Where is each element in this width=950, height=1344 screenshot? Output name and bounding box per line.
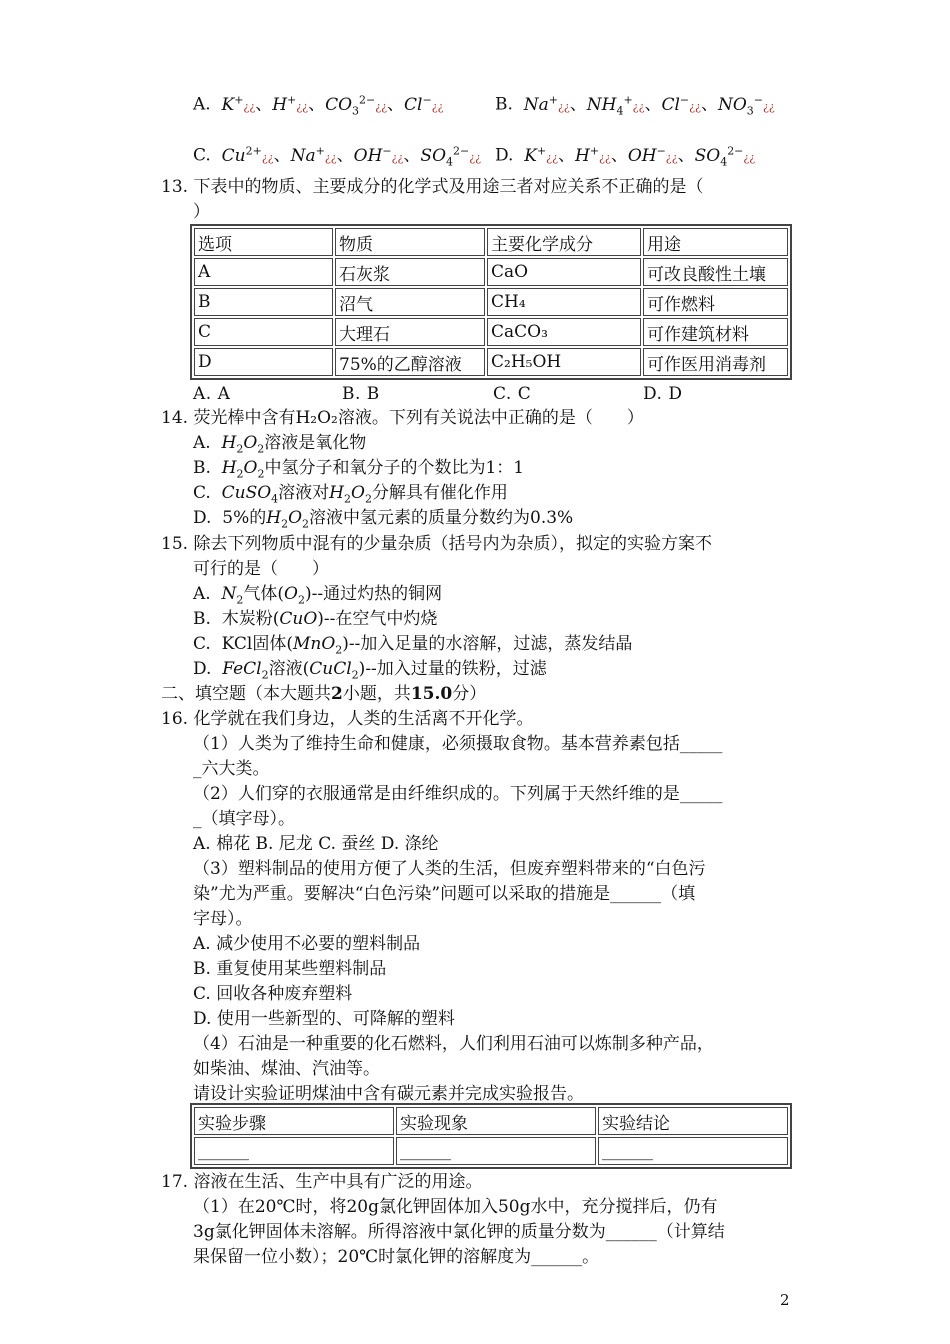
table-header-cell: 用途 bbox=[643, 228, 788, 256]
table-header-cell: 选项 bbox=[194, 228, 333, 256]
q15-option-a: A. $N_2$气体$(O_2)--$通过灼热的铜网 bbox=[193, 584, 443, 607]
q16-part1-line2: _六大类。 bbox=[193, 759, 270, 779]
q16-part4-line1: （4）石油是一种重要的化石燃料，人们利用石油可以炼制多种产品， bbox=[193, 1034, 714, 1054]
section-heading: 二、填空题（本大题共2小题，共15.0分） bbox=[161, 684, 487, 704]
q16-stem: 16. 化学就在我们身边，人类的生活离不开化学。 bbox=[161, 709, 534, 729]
q13-stem-end: ） bbox=[193, 202, 210, 222]
q16-part3-option-a: A. 减少使用不必要的塑料制品 bbox=[193, 934, 421, 954]
q16-part3-line3: 字母）。 bbox=[193, 909, 253, 929]
q14-option-c: C. CuSO$_4$溶液对$H_2O_2$分解具有催化作用 bbox=[193, 483, 508, 506]
q12-option-d: D. K+¿¿、H+¿¿、OH−¿¿、$SO_4^{2-}¿¿$ bbox=[495, 144, 756, 169]
q13-table bbox=[190, 224, 792, 380]
table-row bbox=[194, 1137, 788, 1165]
table-header-cell: 实验结论 bbox=[598, 1107, 788, 1135]
table-header-cell: 实验现象 bbox=[396, 1107, 596, 1135]
table-header-cell: 主要化学成分 bbox=[487, 228, 641, 256]
q16-part3-option-b: B. 重复使用某些塑料制品 bbox=[193, 959, 387, 979]
table-cell: 可改良酸性土壤 bbox=[643, 258, 788, 286]
table-row bbox=[194, 318, 788, 346]
table-header-cell: 实验步骤 bbox=[194, 1107, 394, 1135]
q15-option-b: B. 木炭粉(CuO)--在空气中灼烧 bbox=[193, 609, 438, 629]
table-row bbox=[194, 258, 788, 286]
q13-stem: 13. 下表中的物质、主要成分的化学式及用途三者对应关系不正确的是（ bbox=[161, 177, 704, 197]
table-cell: CaO bbox=[487, 258, 641, 286]
q15-stem-cont: 可行的是（ ） bbox=[193, 559, 329, 579]
q12-option-b: B. Na+¿¿、$NH_4^+¿¿$、Cl−¿¿、$NO_3^-¿¿$ bbox=[495, 93, 775, 118]
table-cell: 石灰浆 bbox=[335, 258, 485, 286]
q16-part3-option-d: D. 使用一些新型的、可降解的塑料 bbox=[193, 1009, 455, 1029]
table-cell: C₂H₅OH bbox=[487, 348, 641, 376]
table-blank-cell: ______ bbox=[396, 1137, 596, 1165]
table-blank-cell: ______ bbox=[194, 1137, 394, 1165]
q17-line1: （1）在20℃时，将20g氯化钾固体加入50g水中，充分搅拌后，仍有 bbox=[193, 1197, 718, 1217]
q12-option-a: A. K+¿¿、H+¿¿、$CO_3^{2-}¿¿$、Cl−¿¿ bbox=[193, 93, 444, 118]
q14-option-a: A. $H_2O_2$溶液是氧化物 bbox=[193, 433, 367, 456]
q16-part1-line1: （1）人类为了维持生命和健康，必须摄取食物。基本营养素包括_____ bbox=[193, 734, 723, 754]
q14-option-b: B. $H_2O_2$中氢分子和氧分子的个数比为1：1 bbox=[193, 458, 525, 481]
page-number: 2 bbox=[780, 1291, 790, 1309]
q16-part3-line1: （3）塑料制品的使用方便了人类的生活，但废弃塑料带来的“白色污 bbox=[193, 859, 706, 879]
table-cell: 可作建筑材料 bbox=[643, 318, 788, 346]
table-cell: 75%的乙醇溶液 bbox=[335, 348, 485, 376]
table-cell: C bbox=[194, 318, 333, 346]
q13-option-b: B. B bbox=[342, 384, 380, 404]
q14-stem: 14. 荧光棒中含有H₂O₂溶液。下列有关说法中正确的是（ ） bbox=[161, 408, 644, 428]
q17-line3: 果保留一位小数）；20℃时氯化钾的溶解度为______。 bbox=[193, 1247, 600, 1267]
experiment-report-table bbox=[190, 1103, 792, 1169]
q16-part2-options: A. 棉花 B. 尼龙 C. 蚕丝 D. 涤纶 bbox=[193, 834, 439, 854]
table-row bbox=[194, 288, 788, 316]
table-cell: D bbox=[194, 348, 333, 376]
table-blank-cell: ______ bbox=[598, 1137, 788, 1165]
table-row bbox=[194, 348, 788, 376]
table-cell: 可作燃料 bbox=[643, 288, 788, 316]
table-header-row bbox=[194, 228, 788, 256]
table-cell: 沼气 bbox=[335, 288, 485, 316]
q13-option-a: A. A bbox=[193, 384, 231, 404]
q15-option-d: D. FeCl$_2$溶液(CuCl$_2$)--加入过量的铁粉，过滤 bbox=[193, 659, 547, 682]
q13-option-d: D. D bbox=[643, 384, 683, 404]
q16-part2-line2: _（填字母）。 bbox=[193, 809, 295, 829]
q12-option-c: C. $Cu^{2+}¿¿$、Na+¿¿、OH−¿¿、$SO_4^{2-}¿¿$ bbox=[193, 144, 482, 169]
q17-stem: 17. 溶液在生活、生产中具有广泛的用途。 bbox=[161, 1172, 483, 1192]
q16-part2-line1: （2）人们穿的衣服通常是由纤维织成的。下列属于天然纤维的是_____ bbox=[193, 784, 723, 804]
q16-part3-line2: 染”尤为严重。要解决“白色污染”问题可以采取的措施是______（填 bbox=[193, 884, 696, 904]
q16-part4-line3: 请设计实验证明煤油中含有碳元素并完成实验报告。 bbox=[193, 1084, 584, 1104]
q14-option-d: D. 5%的$H_2O_2$溶液中氢元素的质量分数约为0.3% bbox=[193, 508, 574, 531]
q16-part4-line2: 如柴油、煤油、汽油等。 bbox=[193, 1059, 380, 1079]
q15-stem: 15. 除去下列物质中混有的少量杂质（括号内为杂质），拟定的实验方案不 bbox=[161, 534, 712, 554]
table-cell: CH₄ bbox=[487, 288, 641, 316]
q13-option-c: C. C bbox=[493, 384, 532, 404]
table-cell: 可作医用消毒剂 bbox=[643, 348, 788, 376]
q17-line2: 3g氯化钾固体未溶解。所得溶液中氯化钾的质量分数为______（计算结 bbox=[193, 1222, 725, 1242]
table-cell: CaCO₃ bbox=[487, 318, 641, 346]
table-cell: 大理石 bbox=[335, 318, 485, 346]
table-cell: A bbox=[194, 258, 333, 286]
table-header-row bbox=[194, 1107, 788, 1135]
table-header-cell: 物质 bbox=[335, 228, 485, 256]
q16-part3-option-c: C. 回收各种废弃塑料 bbox=[193, 984, 353, 1004]
q15-option-c: C. KCl固体(MnO$_2$)--加入足量的水溶解，过滤，蒸发结晶 bbox=[193, 634, 633, 657]
table-cell: B bbox=[194, 288, 333, 316]
